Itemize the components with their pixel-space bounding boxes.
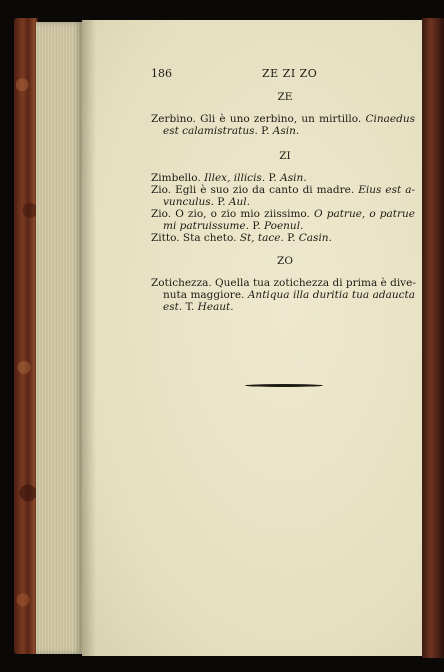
latin-text: Asin. xyxy=(272,125,300,137)
entry-line xyxy=(151,172,307,184)
latin-text: St, tace. xyxy=(239,232,284,244)
entry-line xyxy=(163,196,250,208)
italian-text: Zio. O zio, o zio mio ziissimo. xyxy=(151,208,315,220)
entry-line xyxy=(151,232,332,244)
italian-text: P. xyxy=(265,172,281,184)
italian-text: Zio. Egli è suo zio da canto di madre. xyxy=(151,184,359,196)
section-heading-ze: ZE xyxy=(277,91,293,103)
latin-text: Illex, illicis. xyxy=(204,172,266,184)
section-heading-zi: ZI xyxy=(279,150,291,162)
latin-text: est calamistratus. xyxy=(163,125,258,137)
latin-text: Cinaedus xyxy=(365,113,415,125)
latin-text: Eius est a- xyxy=(358,184,415,196)
section-heading-zo: ZO xyxy=(277,255,293,267)
italian-text: Zitto. Sta cheto. xyxy=(151,232,240,244)
latin-text: Poenul. xyxy=(264,220,304,232)
italian-text: P. xyxy=(213,196,229,208)
marbled-cover-pattern xyxy=(16,22,36,650)
latin-text: Aul. xyxy=(228,196,250,208)
entry-line xyxy=(163,220,303,232)
page-number: 186 xyxy=(151,67,172,80)
latin-text: mi patruissume. xyxy=(163,220,250,232)
italian-text: nuta maggiore. xyxy=(163,289,248,301)
latin-text: O patrue, o patrue xyxy=(314,208,415,220)
italian-text: Zotichezza. Quella tua zotichezza di prima è dive- xyxy=(151,277,416,289)
latin-text: Heaut. xyxy=(197,301,234,313)
page-gutter-shadow xyxy=(82,20,96,656)
italian-text: P. xyxy=(257,125,273,137)
italian-text: P. xyxy=(283,232,299,244)
italian-text: Zimbello. xyxy=(151,172,205,184)
entry-line xyxy=(151,184,415,196)
entry-line xyxy=(151,277,415,289)
latin-text: vunculus. xyxy=(163,196,214,208)
italian-text: P. xyxy=(249,220,264,232)
latin-text: Asin. xyxy=(280,172,307,184)
running-head: ZE ZI ZO xyxy=(262,67,318,80)
end-ornament-rule xyxy=(245,384,323,387)
entry-line xyxy=(151,113,415,125)
latin-text: Casin. xyxy=(298,232,332,244)
italian-text: Zerbino. Gli è uno zerbino, un mirtillo. xyxy=(151,113,366,125)
italian-text: T. xyxy=(182,301,198,313)
latin-text: Antiqua illa duritia tua adaucta xyxy=(247,289,415,301)
entry-line xyxy=(163,289,415,301)
entry-line xyxy=(163,301,234,313)
entry-line xyxy=(163,125,299,137)
stacked-page-edges xyxy=(36,22,82,654)
book-cover-right-edge xyxy=(422,18,444,658)
entry-line xyxy=(151,208,415,220)
latin-text: est. xyxy=(163,301,183,313)
